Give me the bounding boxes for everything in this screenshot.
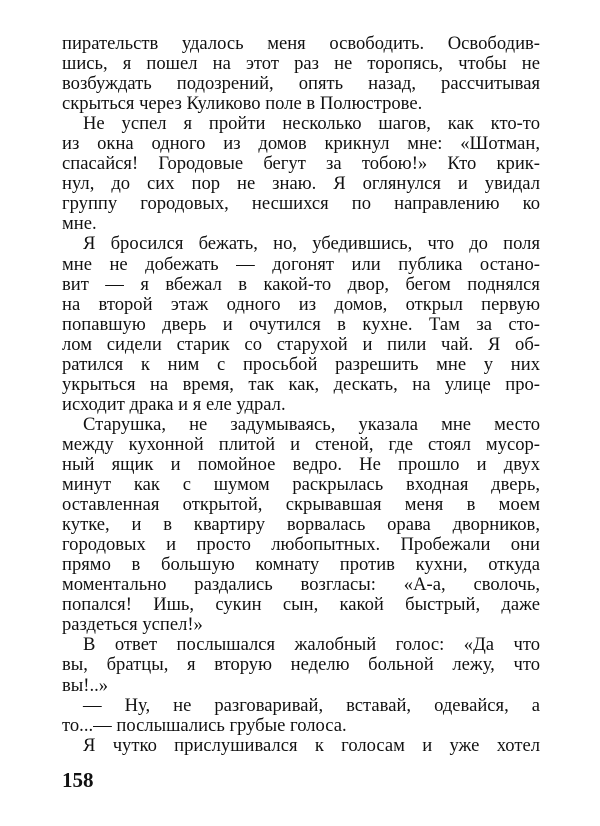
text-line: вы, братцы, я вторую неделю больной лежу, что xyxy=(62,654,540,676)
text-line: Старушка, не задумываясь, указала мне место xyxy=(83,413,540,435)
text-line: прямо в большую комнату против кухни, откуда xyxy=(62,554,540,576)
text-line: раздеться успел!» xyxy=(62,614,203,636)
text-line: между кухонной плитой и стеной, где стоял мусор- xyxy=(62,433,540,455)
text-line: группу городовых, несшихся по направлению ко xyxy=(62,193,540,215)
text-line: городовых и просто любопытных. Пробежали они xyxy=(62,534,540,556)
page-number: 158 xyxy=(62,768,94,792)
text-line: на второй этаж одного из домов, открыл первую xyxy=(62,293,540,315)
text-line: — Ну, не разговаривай, вставай, одевайся, а xyxy=(83,694,540,716)
text-line: Я бросился бежать, но, убедившись, что до поля xyxy=(83,233,540,255)
text-line: моментально раздались возгласы: «А-а, сволочь, xyxy=(62,574,540,596)
text-line: вы!..» xyxy=(62,674,109,696)
text-line: лом сидели старик со старухой и пили чай. Я об- xyxy=(62,333,540,355)
text-line: шись, я пошел на этот раз не торопясь, чтобы не xyxy=(62,53,540,75)
page-text xyxy=(62,34,540,756)
text-line: Я чутко прислушивался к голосам и уже хотел xyxy=(83,734,540,756)
text-line: оставленная открытой, скрывавшая меня в моем xyxy=(62,494,540,516)
text-line: спасайся! Городовые бегут за тобою!» Кто крик- xyxy=(62,153,540,175)
text-line: ратился к ним с просьбой разрешить мне у них xyxy=(62,353,540,375)
text-line: мне. xyxy=(62,213,97,235)
text-line: кутке, и в квартиру ворвалась орава дворников, xyxy=(62,514,540,536)
text-line: ный ящик и помойное ведро. Не прошло и двух xyxy=(62,453,540,475)
text-line: Не успел я пройти несколько шагов, как кто-то xyxy=(83,113,540,135)
text-line: укрыться на время, так как, дескать, на улице про- xyxy=(62,373,540,395)
text-line: то...— послышались грубые голоса. xyxy=(62,714,347,736)
text-line: возбуждать подозрений, опять назад, рассчитывая xyxy=(62,73,540,95)
text-line: попавшую дверь и очутился в кухне. Там за сто- xyxy=(62,313,540,335)
text-line: попался! Ишь, сукин сын, какой быстрый, даже xyxy=(62,594,540,616)
text-line: нул, до сих пор не знаю. Я оглянулся и увидал xyxy=(62,173,540,195)
text-line: минут как с шумом раскрылась входная дверь, xyxy=(62,474,540,496)
text-line: из окна одного из домов крикнул мне: «Шотман, xyxy=(62,133,540,155)
text-line: исходит драка и я еле удрал. xyxy=(62,393,286,415)
text-line: вит — я вбежал в какой-то двор, бегом поднялся xyxy=(62,273,540,295)
text-line: мне не добежать — догонят или публика остано- xyxy=(62,253,540,275)
text-line: скрыться через Куликово поле в Полюстрове. xyxy=(62,93,423,115)
text-line: пирательств удалось меня освободить. Освободив- xyxy=(62,33,540,54)
text-line: В ответ послышался жалобный голос: «Да что xyxy=(83,634,540,656)
